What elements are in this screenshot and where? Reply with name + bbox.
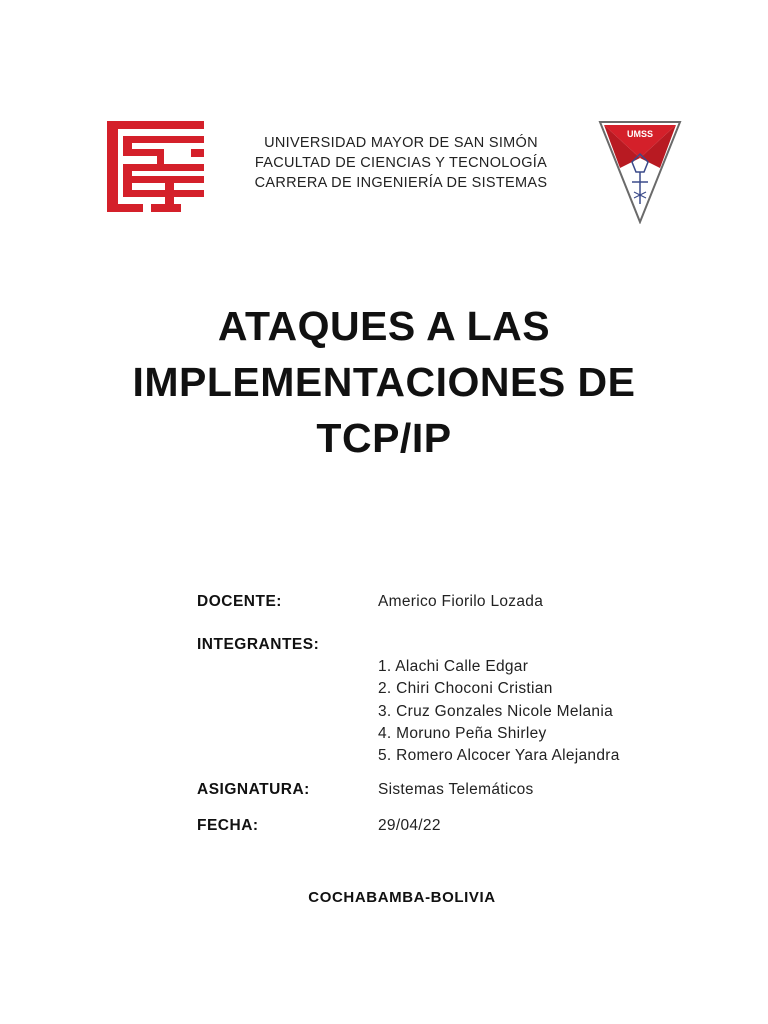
title-line-2: IMPLEMENTACIONES DE: [132, 359, 636, 405]
faculty-name: FACULTAD DE CIENCIAS Y TECNOLOGÍA: [254, 155, 548, 171]
city-footer: COCHABAMBA-BOLIVIA: [308, 889, 496, 906]
document-title: [84, 298, 684, 466]
fecha-label: FECHA:: [197, 817, 259, 834]
asignatura-value: Sistemas Telemáticos: [378, 781, 534, 798]
title-line-1: ATAQUES A LAS: [217, 303, 551, 349]
career-name: CARRERA DE INGENIERÍA DE SISTEMAS: [254, 175, 548, 191]
fecha-value: 29/04/22: [378, 817, 441, 834]
integrantes-list: [378, 656, 620, 767]
integrantes-label: INTEGRANTES:: [197, 636, 320, 653]
docente-label: DOCENTE:: [197, 593, 282, 610]
list-item: 3. Cruz Gonzales Nicole Melania: [378, 702, 614, 720]
list-item: 2. Chiri Choconi Cristian: [378, 680, 553, 698]
institution-header: [214, 133, 588, 193]
umss-logo: [598, 120, 682, 224]
university-name: UNIVERSIDAD MAYOR DE SAN SIMÓN: [264, 135, 538, 151]
asignatura-label: ASIGNATURA:: [197, 781, 310, 798]
list-item: 4. Moruno Peña Shirley: [378, 724, 547, 742]
docente-value: Americo Fiorilo Lozada: [378, 593, 544, 610]
list-item: 5. Romero Alcocer Yara Alejandra: [378, 747, 620, 765]
list-item: 1. Alachi Calle Edgar: [378, 658, 529, 675]
title-line-3: TCP/IP: [316, 415, 452, 461]
umss-logo-text: UMSS: [626, 129, 654, 139]
fcyt-logo: [107, 121, 204, 212]
